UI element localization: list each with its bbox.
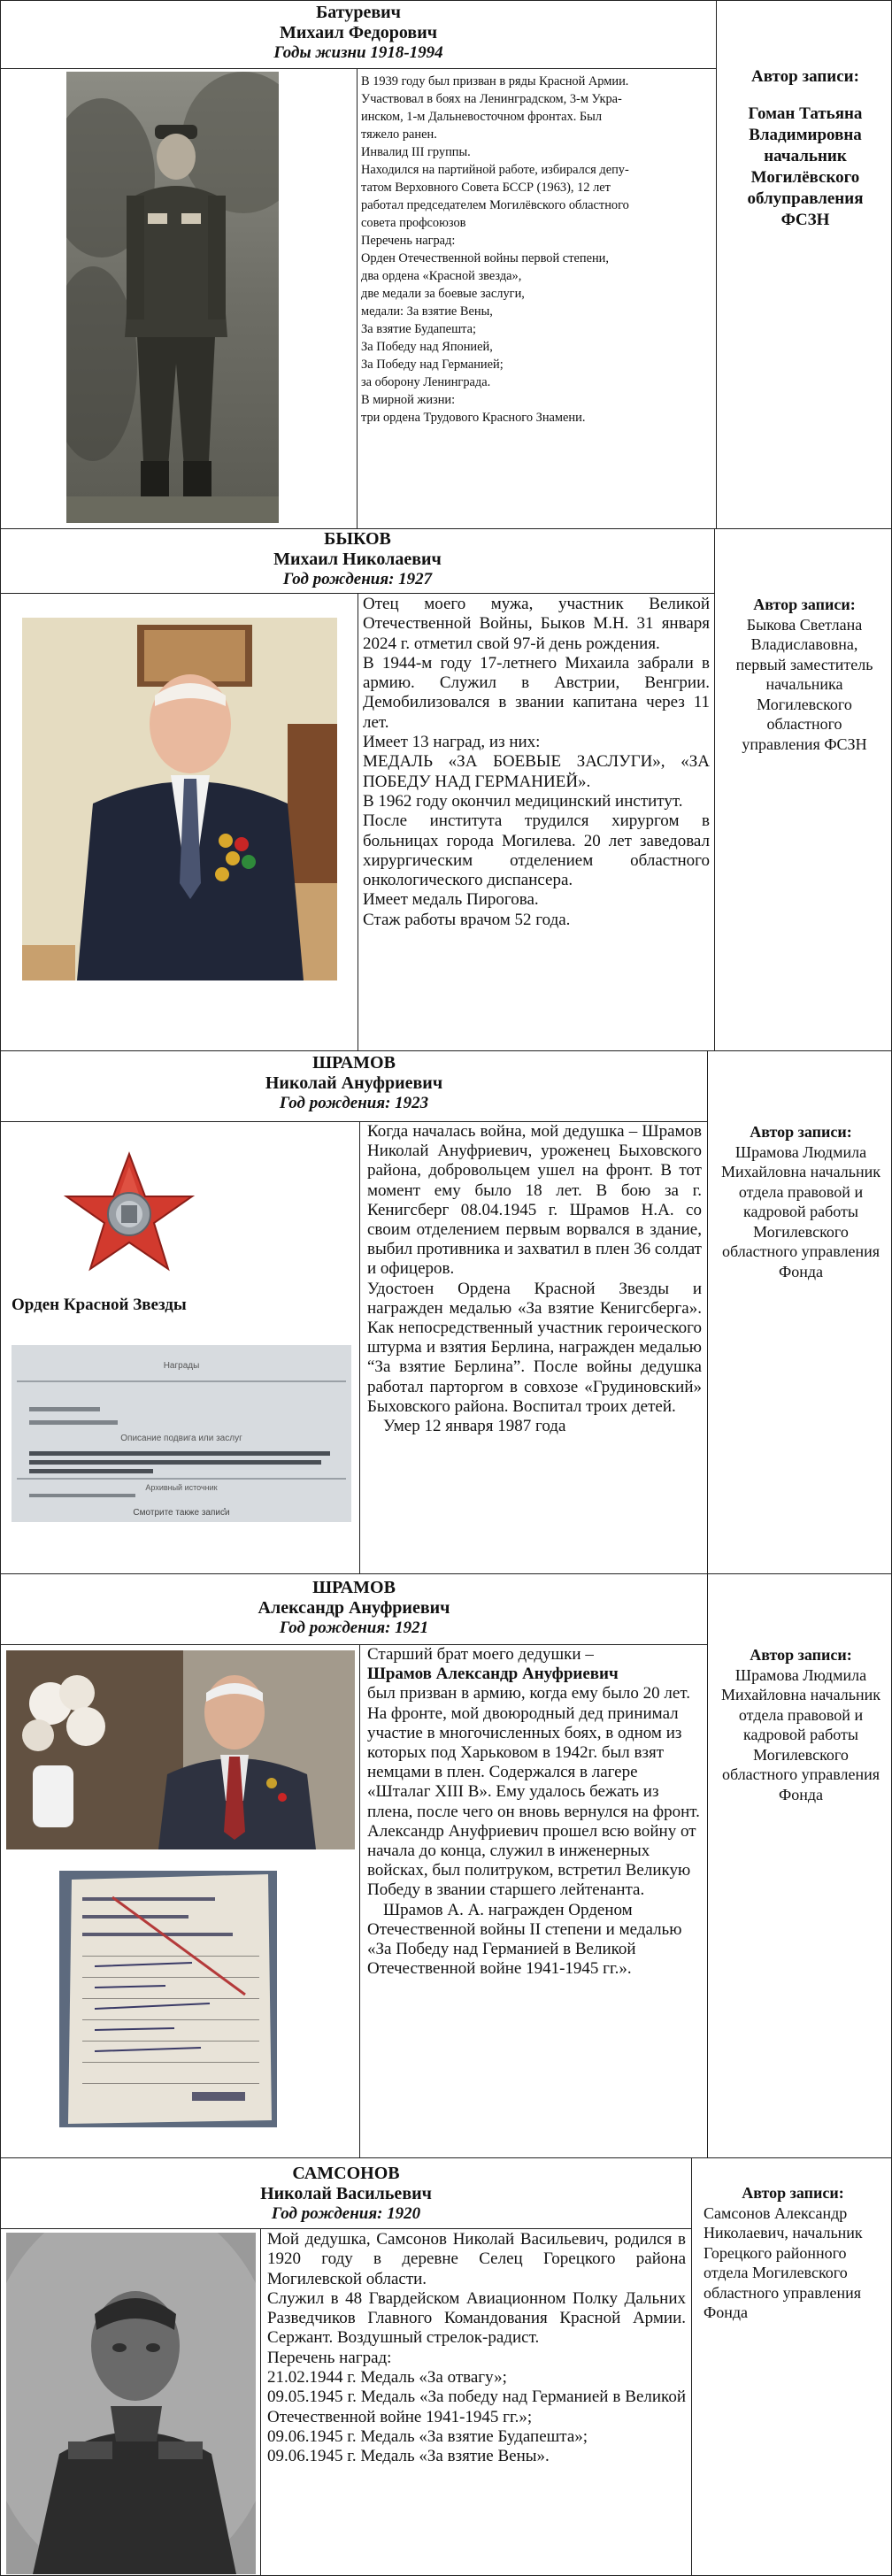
portrait-photo <box>6 1650 355 1849</box>
author-block <box>711 1574 891 2157</box>
author-name: Гоман Татьяна Владимировна начальник Могилёвского облуправления ФСЗН <box>747 104 864 229</box>
doc-see-also-link: Смотрите также записи <box>133 1508 230 1518</box>
biography-text: Старший брат моего дедушки – Шрамов Александр Ануфриевич был призван в армию, когда ему было 20 лет. На фронте, мой двоюродный дед принимал участие в многочисленных боях, в одном из которых под Харьковом в 1942г. был взят немцами в плен. Содержался в лагере «Шталаг XIII B». Ему удалось бежать из плена, после чего он вновь вернулся на фронт. Александр Ануфриевич прошел всю войну от начала до конца, служил в инженерных войсках, был политруком, встретил Великую Победу в звании старшего лейтенанта. Шрамов А. А. награжден Орденом Отечественной войны II степени и медалью «За Победу над Германией в Великой Отечественной войне 1941-1945 гг.». <box>367 1645 700 1979</box>
entry-surname: САМСОНОВ <box>292 2164 400 2183</box>
author-name: Шрамова Людмила Михайловна начальник отдела правовой и кадровой работы Могилевского областного управления Фонда <box>721 1665 880 1803</box>
entry-shramov-alexander <box>0 1573 892 2158</box>
entry-samsonov <box>0 2157 892 2576</box>
entry-header <box>1 2158 691 2224</box>
biography-text: Когда началась война, мой дедушка – Шрамов Николай Ануфриевич, уроженец Быховского района, добровольцем ушел на фронт. В тот момент ему было 18 лет. В бою за г. Кенигсберг 08.04.1945 г. Шрамов Н.А. со своим отделением первым ворвался в здание, выбил противника и захватил в плен 36 солдат и офицеров. Удостоен Ордена Красной Звезды и награжден медалью «За взятие Кенигсберга». Как непосредственный участник героического штурма и взятия Берлина, награжден медалью “За взятие Берлина”. После войны дедушка работал парторгом в совхозе «Грудиновский» Быховского района. Воспитал троих детей. Умер 12 января 1987 года <box>367 1122 702 1436</box>
author-label: Автор записи: <box>753 596 856 613</box>
entry-bykov <box>0 528 892 1051</box>
entry-years: Годы жизни 1918-1994 <box>273 43 443 62</box>
portrait-photo <box>66 72 279 523</box>
entry-header <box>1 1051 707 1113</box>
author-name: Быкова Светлана Владиславовна, первый заместитель начальника Могилевского областного управления ФСЗН <box>735 615 873 753</box>
biography-text: Отец моего мужа, участник Великой Отечественной Войны, Быков М.Н. 31 января 2024 г. отметил свой 97-й день рождения. В 1944-м году 17-летнего Михаила забрали в армию. Служил в Австрии, Венгрии. Демобилизовался в звании капитана через 11 лет. Имеет 13 наград, из них: МЕДАЛЬ «ЗА БОЕВЫЕ ЗАСЛУГИ», «ЗА ПОБЕДУ НАД ГЕРМАНИЕЙ». В 1962 году окончил медицинский институт. После института трудился хирургом в больницах города Могилева. 20 лет заведовал хирургическим отделением областного онкологического диспансера. Имеет медаль Пирогова. Стаж работы врачом 52 года. <box>363 595 710 929</box>
portrait-photo <box>6 2233 256 2574</box>
entry-name: Николай Васильевич <box>260 2184 432 2203</box>
portrait-photo <box>22 618 337 980</box>
entry-years: Год рождения: 1920 <box>271 2204 421 2223</box>
entry-surname: ШРАМОВ <box>312 1578 396 1597</box>
doc-heading-awards: Награды <box>163 1361 200 1371</box>
entry-header <box>1 529 714 589</box>
entry-years: Год рождения: 1927 <box>282 570 433 588</box>
entry-surname: БЫКОВ <box>324 529 391 549</box>
author-block <box>719 1 891 528</box>
author-block <box>695 2158 891 2575</box>
author-label: Автор записи: <box>750 1123 852 1141</box>
doc-heading-feat: Описание подвига или заслуг <box>120 1434 242 1443</box>
entry-name: Михаил Николаевич <box>273 550 442 569</box>
author-name: Самсонов Александр Николаевич, начальник Горецкого районного отдела Могилевского областного управления Фонда <box>704 2203 863 2321</box>
archive-card-photo <box>59 1871 277 2127</box>
entry-surname: Батуревич <box>316 3 401 22</box>
entry-baturevich <box>0 0 892 529</box>
author-label: Автор записи: <box>750 1646 852 1664</box>
archive-document-screenshot <box>12 1345 351 1522</box>
author-label: Автор записи: <box>751 67 859 86</box>
entry-header <box>1 1574 707 1638</box>
red-star-order-icon <box>63 1150 196 1274</box>
biography-text: В 1939 году был призван в ряды Красной Армии. Участвовал в боях на Ленинградском, 3-м Укра- инском, 1-м Дальневосточном фронтах. Был тяжело ранен. Инвалид III группы. Находился на партийной работе, избирался депу- татом Верховного Совета БССР (1963), 12 лет работал председателем Могилёвского областного совета профсоюзов Перечень наград: Орден Отечественной войны первой степени, два ордена «Красной звезда», две медали за боевые заслуги, медали: За взятие Вены, За взятие Будапешта; За Победу над Японией, За Победу над Германией; за оборону Ленинграда. В мирной жизни: три ордена Трудового Красного Знамени. <box>361 74 629 425</box>
photo-caption: Орден Красной Звезды <box>12 1296 187 1314</box>
author-block <box>711 1051 891 1573</box>
entry-years: Год рождения: 1921 <box>279 1619 429 1637</box>
entry-name: Николай Ануфриевич <box>265 1073 443 1093</box>
author-label: Автор записи: <box>742 2184 844 2202</box>
entry-name: Михаил Федорович <box>279 23 438 42</box>
entry-shramov-nikolai <box>0 1050 892 1574</box>
author-block <box>718 529 891 1050</box>
entry-surname: ШРАМОВ <box>312 1053 396 1073</box>
biography-text: Мой дедушка, Самсонов Николай Васильевич, родился в 1920 году в деревне Селец Горецкого района Могилевской области. Служил в 48 Гвардейском Авиационном Полку Дальних Разведчиков Главного Командования Красной Армии. Сержант. Воздушный стрелок-радист. Перечень наград: 21.02.1944 г. Медаль «За отвагу»; 09.05.1945 г. Медаль «За победу над Германией в Великой Отечественной войне 1941-1945 гг.»; 09.06.1945 г. Медаль «За взятие Будапешта»; 09.06.1945 г. Медаль «За взятие Вены». <box>267 2230 686 2466</box>
entry-name: Александр Ануфриевич <box>258 1598 450 1618</box>
doc-heading-archive: Архивный источник <box>145 1483 218 1492</box>
author-name: Шрамова Людмила Михайловна начальник отдела правовой и кадровой работы Могилевского областного управления Фонда <box>721 1142 880 1280</box>
entry-header <box>1 1 716 63</box>
entry-years: Год рождения: 1923 <box>279 1094 429 1112</box>
